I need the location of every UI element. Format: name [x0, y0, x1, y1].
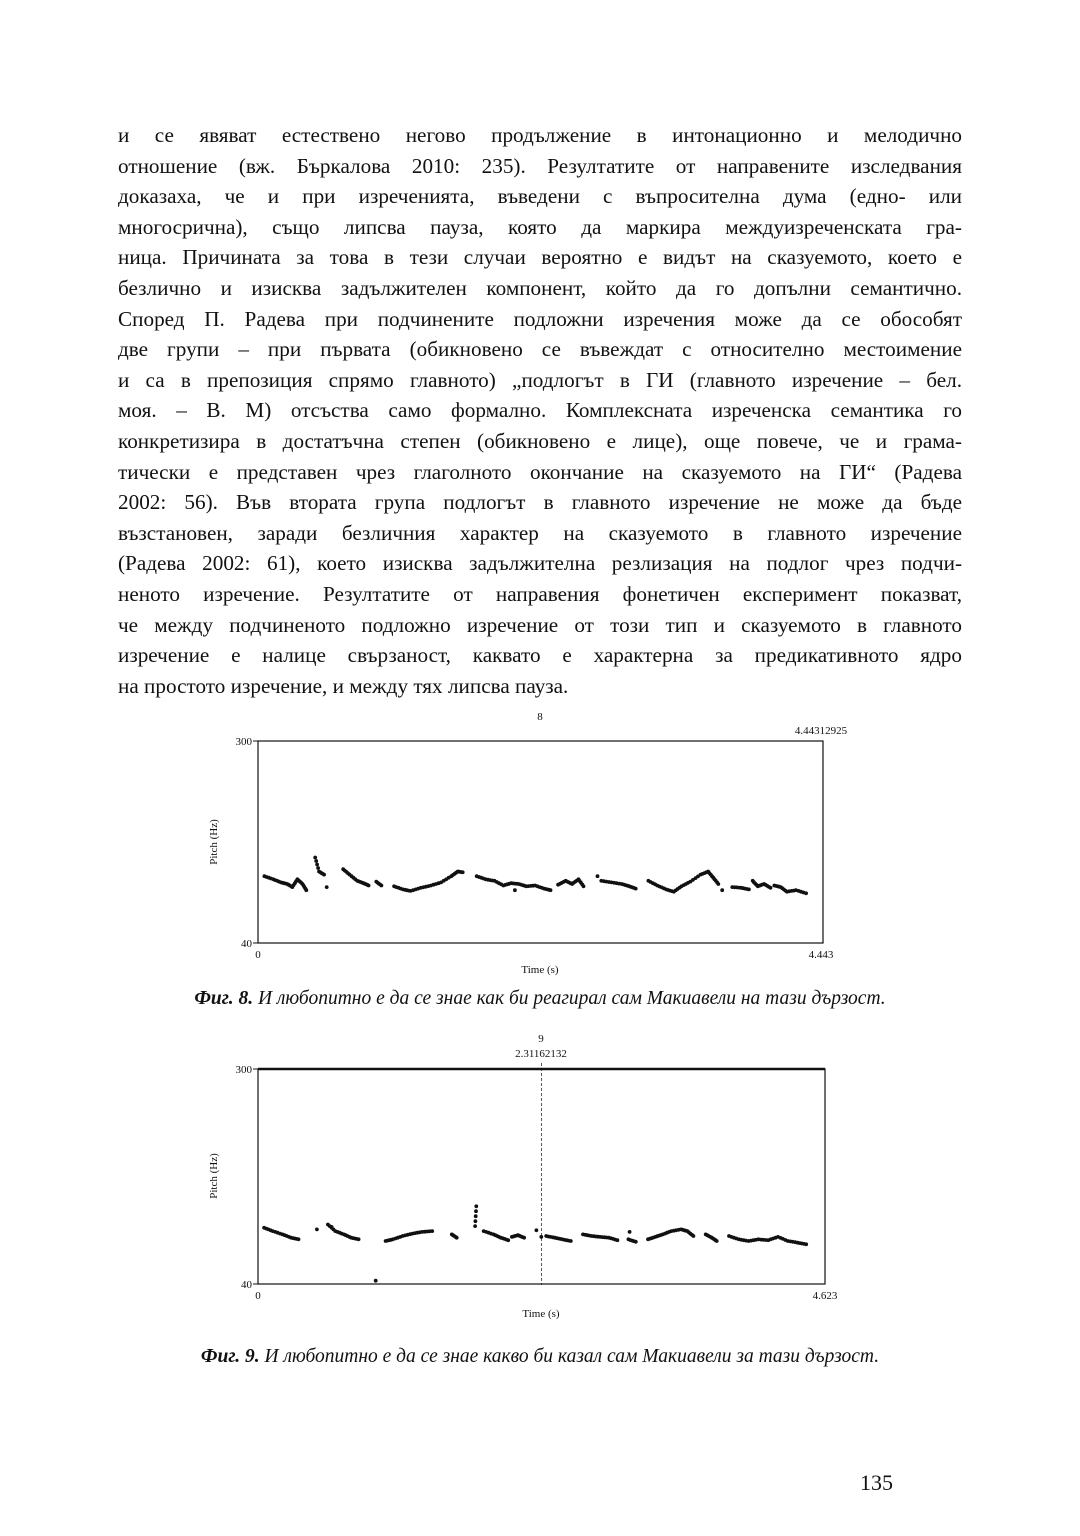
y-axis-label: Pitch (Hz)	[208, 819, 220, 865]
text-line: неното изречение. Резултатите от направения фонетичен експеримент показват,	[118, 581, 962, 606]
text-line: безлично и изисква задължителен компонент, който да го допълни семантично.	[118, 275, 962, 300]
figure-9-text: И любопитно е да се знае какво би казал сам Макиавели за тази дързост.	[259, 1346, 880, 1367]
page-number: 135	[860, 1470, 893, 1495]
text-line: Според П. Радева при подчинените подложни изречения може да се обособят	[118, 306, 962, 331]
text-line: доказаха, че и при изреченията, въведени с въпросителна дума (едно- или	[118, 184, 962, 209]
y-tick-label-bottom: 40	[241, 938, 252, 950]
pitch-point	[549, 888, 553, 892]
text-line: че между подчиненото подложно изречение от този тип и сказуемото в главното	[118, 612, 962, 637]
pitch-point	[430, 1229, 434, 1233]
x-axis-label: Time (s)	[522, 1308, 560, 1320]
figure-9-label: Фиг. 9.	[200, 1346, 260, 1367]
pitch-point	[455, 1236, 459, 1240]
text-line: и се явяват естествено негово продължение в интонационно и мелодично	[118, 123, 962, 147]
text-line: възстановен, заради безличния характер на сказуемото в главното изречение	[118, 520, 962, 545]
plot-frame	[258, 1069, 825, 1284]
text-line: на простото изречение, и между тях липсва пауза.	[118, 673, 569, 698]
y-tick-label-bottom: 40	[241, 1279, 252, 1291]
pitch-chart-fig8	[0, 706, 1080, 996]
pitch-point	[804, 891, 808, 895]
pitch-point	[769, 886, 773, 890]
pitch-point	[461, 870, 465, 874]
pitch-point	[367, 884, 371, 888]
pitch-point	[616, 1238, 620, 1242]
pitch-point	[322, 873, 326, 877]
pitch-points	[263, 856, 808, 896]
text-line: многосрична), също липсва пауза, която да маркира междуизреченската гра-	[118, 214, 962, 239]
marker-label: 8	[537, 711, 543, 723]
pitch-point	[692, 1234, 696, 1238]
text-line: тически е представен чрез глаголното окончание на сказуемото на ГИ“ (Радева	[118, 459, 962, 484]
pitch-point	[569, 1239, 573, 1243]
pitch-point	[720, 888, 724, 892]
text-line: 2002: 56). Във втората група подлогът в главното изречение не може да бъде	[118, 490, 962, 515]
text-line: ница. Причината за това в тези случаи вероятно е видът на сказуемото, което е	[118, 245, 962, 270]
pitch-point	[313, 856, 317, 860]
x-tick-label-right: 4.443	[808, 949, 834, 961]
pitch-point	[513, 888, 517, 892]
y-tick-label-top: 300	[235, 736, 252, 748]
y-tick-label-top: 300	[235, 1064, 252, 1076]
plot-frame	[258, 741, 823, 943]
pitch-point	[304, 888, 308, 892]
text-line: две групи – при първата (обикновено се въвеждат с относително местоимение	[118, 337, 962, 362]
figure-8-caption	[0, 988, 1080, 1010]
pitch-point	[535, 1228, 539, 1232]
pitch-point	[715, 1239, 719, 1243]
pitch-point	[315, 863, 319, 867]
pitch-point	[357, 1237, 361, 1241]
pitch-point	[314, 859, 318, 863]
pitch-point	[634, 887, 638, 891]
x-tick-label-left: 0	[255, 1290, 261, 1302]
text-line: (Радева 2002: 61), което изисква задължителна резлизация на подлог чрез подчи-	[118, 551, 962, 576]
figure-8-label: Фиг. 8.	[194, 988, 254, 1009]
pitch-point	[716, 882, 720, 886]
pitch-point	[804, 1242, 808, 1246]
x-tick-label-right: 4.623	[812, 1290, 838, 1302]
pitch-points	[262, 1204, 808, 1282]
text-line: и са в препозиция спрямо главното) „подлогът в ГИ (главното изречение – бел.	[118, 367, 962, 392]
text-line: отношение (вж. Бъркалова 2010: 235). Резултатите от направените изследвания	[118, 153, 962, 178]
body-paragraph	[118, 120, 962, 701]
marker-time: 2.31162132	[515, 1048, 567, 1060]
pitch-chart-fig9	[0, 1030, 1080, 1320]
pitch-point	[634, 1240, 638, 1244]
text-line: изречение е налице свързаност, каквато е характерна за предикативното ядро	[118, 643, 962, 668]
pitch-point	[474, 1214, 478, 1218]
pitch-point	[747, 888, 751, 892]
pitch-point	[316, 866, 320, 870]
x-tick-label-left: 0	[255, 949, 261, 961]
pitch-point	[506, 1238, 510, 1242]
pitch-point	[628, 1230, 632, 1234]
pitch-point	[374, 1279, 378, 1283]
pitch-point	[474, 1219, 478, 1223]
pitch-point	[380, 884, 384, 888]
pitch-point	[473, 1224, 477, 1228]
marker-time: 4.44312925	[794, 725, 848, 737]
marker-label: 9	[538, 1033, 544, 1045]
pitch-point	[522, 1236, 526, 1240]
y-axis-label: Pitch (Hz)	[208, 1153, 220, 1199]
pitch-point	[596, 874, 600, 878]
pitch-point	[325, 885, 329, 889]
pitch-point	[315, 1228, 319, 1232]
x-axis-label: Time (s)	[521, 964, 559, 976]
figure-8-text: И любопитно е да се знае как би реагирал сам Макиавели на тази дързост.	[253, 988, 886, 1009]
text-line: конкретизира в достатъчна степен (обикновено е лице), още повече, че и грама-	[118, 428, 962, 453]
pitch-point	[297, 1237, 301, 1241]
pitch-point	[582, 884, 586, 888]
text-line: моя. – В. М) отсъства само формално. Комплексната изреченска семантика го	[118, 398, 962, 423]
pitch-point	[474, 1204, 478, 1208]
pitch-point	[330, 1225, 334, 1229]
pitch-point	[474, 1209, 478, 1213]
figure-9-caption	[0, 1346, 1080, 1368]
pitch-point	[539, 1235, 543, 1239]
